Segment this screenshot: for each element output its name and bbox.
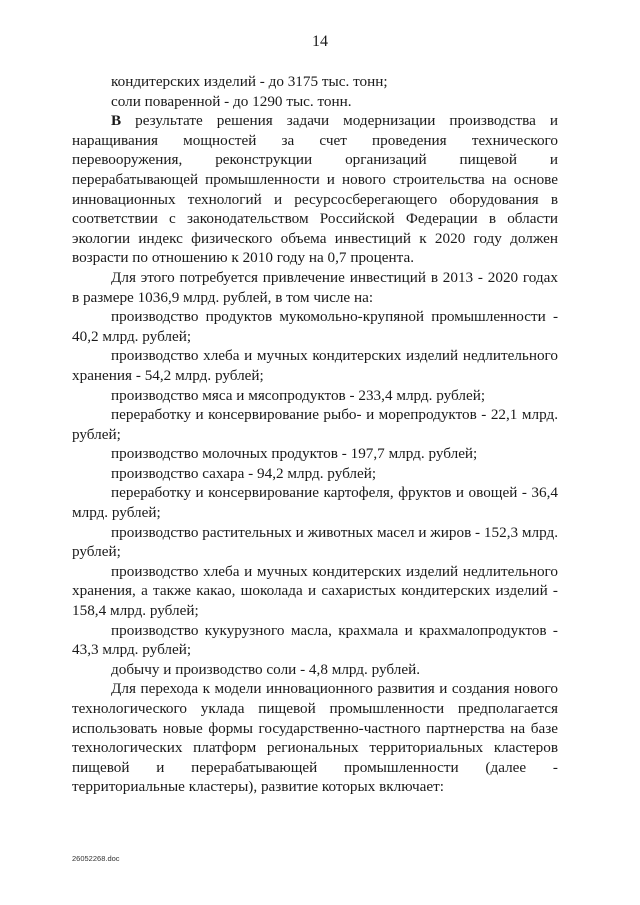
paragraph: производство продуктов мукомольно-крупяной промышленности - 40,2 млрд. рублей; [72,308,558,345]
file-name-footer: 26052268.doc [72,854,120,863]
paragraph: производство растительных и животных масел и жиров - 152,3 млрд. рублей; [72,523,558,561]
paragraph: кондитерских изделий - до 3175 тыс. тонн; [111,73,388,90]
paragraph [72,111,558,268]
paragraph: производство молочных продуктов - 197,7 млрд. рублей; [111,445,478,463]
document-body [72,72,558,797]
paragraph: соли поваренной - до 1290 тыс. тонн. [111,92,352,110]
paragraph: производство сахара - 94,2 млрд. рублей; [111,464,377,482]
paragraph-lead: В [111,112,122,130]
paragraph: Для перехода к модели инновационного развития и создания нового технологического уклада пищевой промышленности предполагается использовать новые формы государственно-частного партнерства на базе технологических платформ региональных территориальных кластеров пищевой и перерабатывающей промышленности (далее - территориальные кластеры), развитие которых включает: [72,680,558,796]
paragraph: производство хлеба и мучных кондитерских изделий недлительного хранения - 54,2 млрд. рублей; [72,347,558,384]
paragraph: Для этого потребуется привлечение инвестиций в 2013 - 2020 годах в размере 1036,9 млрд. рублей, в том числе на: [72,268,558,306]
paragraph: переработку и консервирование рыбо- и морепродуктов - 22,1 млрд. рублей; [72,406,558,443]
paragraph: добычу и производство соли - 4,8 млрд. рублей. [111,660,420,678]
paragraph: производство мяса и мясопродуктов - 233,4 млрд. рублей; [111,386,486,404]
page-number: 14 [312,33,328,50]
paragraph: производство кукурузного масла, крахмала и крахмалопродуктов - 43,3 млрд. рублей; [72,621,558,659]
paragraph: переработку и консервирование картофеля, фруктов и овощей - 36,4 млрд. рублей; [72,484,558,522]
paragraph: производство хлеба и мучных кондитерских изделий недлительного хранения, а также какао, шоколада и сахаристых кондитерских изделий - 158,4 млрд. рублей; [72,562,558,620]
paragraph-text: результате решения задачи модернизации производства и наращивания мощностей за счет проведения технического перевооружения, реконструкции организаций пищевой и перерабатывающей промышленности и нового строительства на основе инновационных технологий и ресурсосберегающего оборудования в соответствии с законодательством Российской Федерации в области экологии индекс физического объема инвестиций к 2020 году должен возрасти по отношению к 2010 году на 0,7 процента. [72,112,558,267]
